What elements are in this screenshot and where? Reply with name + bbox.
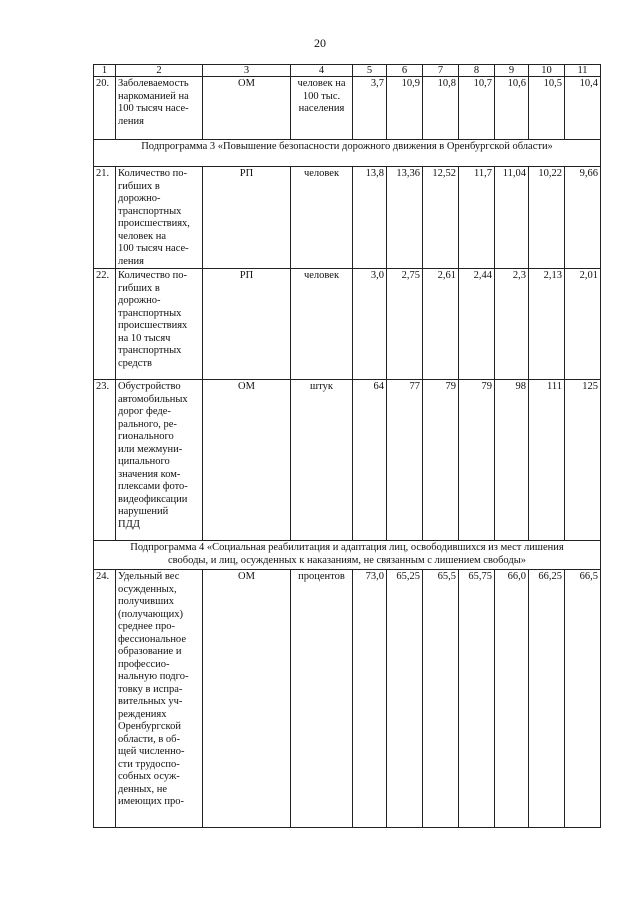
row-number: 22. xyxy=(94,269,116,380)
unit-of-measure xyxy=(291,167,353,269)
indicator-name-line: нарушений xyxy=(118,506,169,517)
subprogram-header-row xyxy=(94,541,601,570)
indicator-name-line: получивших xyxy=(118,596,175,607)
indicator-value: 2,75 xyxy=(387,269,423,380)
indicator-name-line: дорожно- xyxy=(118,295,161,306)
indicator-name xyxy=(116,380,203,541)
indicator-name-line: (получающих) xyxy=(118,608,183,620)
indicator-value: 2,61 xyxy=(423,269,459,380)
indicator-name-line: щей численно- xyxy=(118,746,185,757)
indicator-name-line: реждениях xyxy=(118,708,167,720)
subprogram-title-line: Подпрограмма 3 «Повышение безопасности дорожного движения в Оренбургской области» xyxy=(141,141,553,152)
indicator-name xyxy=(116,77,203,140)
subprogram-title-line: свободы, и лиц, осужденных к наказаниям, не связанным с лишением свободы» xyxy=(167,554,527,566)
indicator-value: 2,44 xyxy=(459,269,495,380)
unit-of-measure xyxy=(291,77,353,140)
column-number: 11 xyxy=(565,65,601,77)
indicator-name-line: гибших в xyxy=(118,282,160,294)
indicator-name-line: Количество по- xyxy=(118,168,188,179)
indicator-value: 11,7 xyxy=(459,167,495,269)
unit-line: процентов xyxy=(298,571,345,582)
indicator-value: 10,5 xyxy=(529,77,565,140)
indicator-value: 66,5 xyxy=(565,570,601,828)
indicator-name xyxy=(116,167,203,269)
row-number: 20. xyxy=(94,77,116,140)
indicator-value: 10,6 xyxy=(495,77,529,140)
indicator-value: 2,3 xyxy=(495,269,529,380)
indicator-name-line: ления xyxy=(118,255,144,267)
column-number: 1 xyxy=(94,65,116,77)
indicator-name-line: Оренбургской xyxy=(118,721,181,732)
table-row xyxy=(94,380,601,541)
column-number: 6 xyxy=(387,65,423,77)
table-row xyxy=(94,167,601,269)
indicator-value: 111 xyxy=(529,380,565,541)
subprogram-title-line: Подпрограмма 4 «Социальная реабилитация и адаптация лиц, освободившихся из мест лишения xyxy=(130,542,564,553)
column-number: 8 xyxy=(459,65,495,77)
indicator-name-line: 100 тысяч насе- xyxy=(118,103,189,114)
subprogram-title xyxy=(94,140,601,167)
indicator-name-line: ПДД xyxy=(118,518,140,530)
indicator-value: 10,8 xyxy=(423,77,459,140)
indicator-name-line: осужденных, xyxy=(118,583,177,595)
indicator-name xyxy=(116,269,203,380)
indicator-value: 2,13 xyxy=(529,269,565,380)
indicator-name-line: сти трудоспо- xyxy=(118,758,180,770)
indicator-name-line: значения ком- xyxy=(118,468,181,480)
indicator-name-line: дорожно- xyxy=(118,193,161,204)
indicator-name-line: автомобильных xyxy=(118,393,188,405)
indicator-name-line: происшествиях, xyxy=(118,218,190,229)
indicator-name-line: товку в испра- xyxy=(118,683,183,695)
indicator-name-line: профессио- xyxy=(118,658,170,670)
indicator-value: 10,7 xyxy=(459,77,495,140)
indicator-value: 3,7 xyxy=(353,77,387,140)
indicator-type: РП xyxy=(203,269,291,380)
unit-line: человек xyxy=(303,270,340,281)
indicator-name-line: вительных уч- xyxy=(118,696,183,707)
subprogram-header-row xyxy=(94,140,601,167)
subprogram-title xyxy=(94,541,601,570)
indicator-name-line: транспортных xyxy=(118,345,182,356)
indicator-name-line: средств xyxy=(118,357,152,369)
indicator-name-line: нальную подго- xyxy=(118,671,189,682)
unit-of-measure xyxy=(291,380,353,541)
indicator-name-line: гибших в xyxy=(118,180,160,192)
indicator-value: 13,36 xyxy=(387,167,423,269)
indicator-value: 12,52 xyxy=(423,167,459,269)
indicator-name-line: человек на xyxy=(118,230,166,242)
indicator-name-line: ления xyxy=(118,115,144,127)
indicator-name-line: или межмуни- xyxy=(118,443,183,455)
indicator-name-line: Удельный вес xyxy=(118,571,180,582)
unit-line: населения xyxy=(298,103,345,114)
indicator-name-line: Количество по- xyxy=(118,270,188,281)
indicator-name-line: фессиональное xyxy=(118,633,186,645)
indicator-name-line: транспортных xyxy=(118,205,182,217)
indicator-value: 66,25 xyxy=(529,570,565,828)
indicator-value: 13,8 xyxy=(353,167,387,269)
indicator-value: 125 xyxy=(565,380,601,541)
unit-of-measure xyxy=(291,570,353,828)
indicator-value: 11,04 xyxy=(495,167,529,269)
indicator-name-line: образование и xyxy=(118,646,182,657)
indicators-table xyxy=(93,64,601,828)
indicator-type: ОМ xyxy=(203,77,291,140)
table-row xyxy=(94,269,601,380)
indicator-value: 79 xyxy=(459,380,495,541)
indicator-value: 65,5 xyxy=(423,570,459,828)
unit-line: штук xyxy=(310,381,333,392)
unit-line: 100 тыс. xyxy=(302,90,341,102)
indicator-name-line: видеофиксации xyxy=(118,493,188,505)
unit-of-measure xyxy=(291,269,353,380)
indicator-value: 9,66 xyxy=(565,167,601,269)
indicator-value: 66,0 xyxy=(495,570,529,828)
row-number: 23. xyxy=(94,380,116,541)
indicator-value: 65,75 xyxy=(459,570,495,828)
indicator-name xyxy=(116,570,203,828)
column-numbers-row xyxy=(94,65,601,77)
indicator-name-line: денных, не xyxy=(118,783,168,795)
indicator-name-line: наркоманией на xyxy=(118,90,189,102)
indicator-value: 10,9 xyxy=(387,77,423,140)
column-number: 2 xyxy=(116,65,203,77)
indicator-name-line: рального, ре- xyxy=(118,418,177,430)
indicator-type: ОМ xyxy=(203,380,291,541)
column-number: 7 xyxy=(423,65,459,77)
indicator-value: 10,22 xyxy=(529,167,565,269)
indicator-value: 73,0 xyxy=(353,570,387,828)
indicator-name-line: Заболеваемость xyxy=(118,78,189,89)
indicator-name-line: собных осуж- xyxy=(118,771,180,782)
column-number: 4 xyxy=(291,65,353,77)
indicator-name-line: 100 тысяч насе- xyxy=(118,243,189,254)
indicator-name-line: ципального xyxy=(118,456,170,467)
indicator-name-line: среднее про- xyxy=(118,621,175,632)
indicator-value: 2,01 xyxy=(565,269,601,380)
indicator-name-line: происшествиях xyxy=(118,320,188,331)
table-row xyxy=(94,77,601,140)
table-row xyxy=(94,570,601,828)
indicator-name-line: на 10 тысяч xyxy=(118,332,171,344)
column-number: 5 xyxy=(353,65,387,77)
indicator-name-line: области, в об- xyxy=(118,733,181,745)
indicator-value: 10,4 xyxy=(565,77,601,140)
indicator-name-line: гионального xyxy=(118,431,174,442)
page-number: 20 xyxy=(314,36,326,50)
indicator-name-line: плексами фото- xyxy=(118,481,188,492)
row-number: 24. xyxy=(94,570,116,828)
column-number: 9 xyxy=(495,65,529,77)
indicator-type: РП xyxy=(203,167,291,269)
indicator-value: 64 xyxy=(353,380,387,541)
indicator-name-line: транспортных xyxy=(118,307,182,319)
indicator-name-line: дорог феде- xyxy=(118,406,171,417)
unit-line: человек на xyxy=(297,78,346,89)
indicator-value: 77 xyxy=(387,380,423,541)
unit-line: человек xyxy=(303,168,340,179)
column-number: 3 xyxy=(203,65,291,77)
column-number: 10 xyxy=(529,65,565,77)
row-number: 21. xyxy=(94,167,116,269)
indicator-type: ОМ xyxy=(203,570,291,828)
indicator-name-line: имеющих про- xyxy=(118,796,184,807)
indicator-value: 98 xyxy=(495,380,529,541)
indicator-value: 79 xyxy=(423,380,459,541)
indicator-name-line: Обустройство xyxy=(118,381,181,392)
indicator-value: 3,0 xyxy=(353,269,387,380)
indicator-value: 65,25 xyxy=(387,570,423,828)
